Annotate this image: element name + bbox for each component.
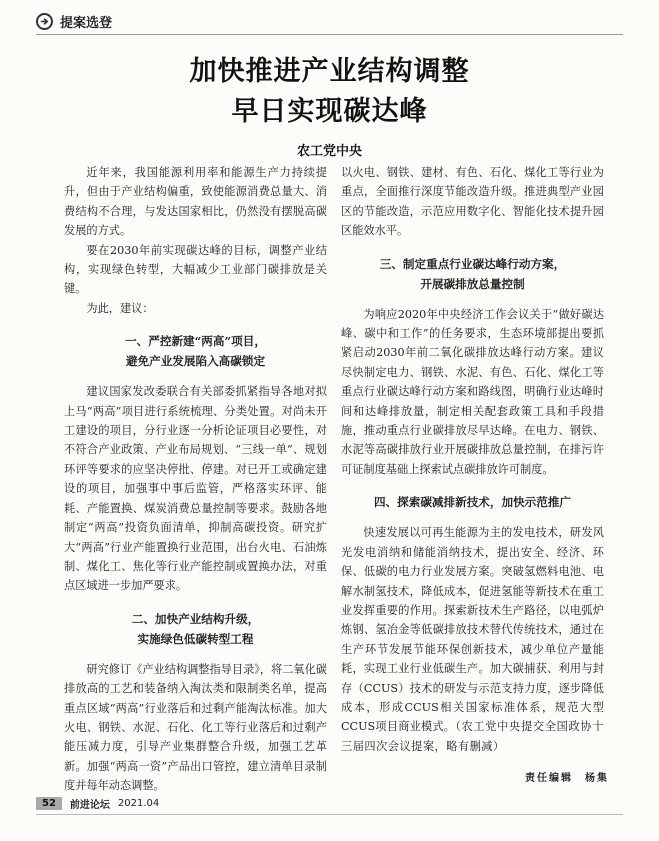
arrow-circle-icon [36,13,53,30]
page-number: 52 [36,797,62,810]
right-column [341,163,604,756]
editor-credit: 责任编辑 杨集 [525,773,609,784]
section-heading-3 [341,254,604,294]
paragraph: 近年来，我国能源利用率和能源生产力持续提升，但由于产业结构偏重，致使能源消费总量大、消费结构不合理，与发达国家相比，仍然没有摆脱高碳发展的方式。 [64,166,327,238]
issue-number: 2021.04 [117,798,160,809]
section-heading-4 [341,492,604,512]
section-heading-2 [64,609,327,649]
heading-line: 三、制定重点行业碳达峰行动方案， [379,256,566,271]
paragraph: 为响应2020年中央经济工作会议关于“做好碳达峰、碳中和工作”的任务要求，生态环境部提出要抓紧启动2030年前二氧化碳排放达峰行动方案。建议尽快制定电力、钢铁、水泥、有色、石化、煤化工等重点行业碳达峰行动方案和路线图，明确行业达峰时间和达峰排放量，制定相关配套政策工具和手段措施，推动重点行业碳排放尽早达峰。在电力、钢铁、水泥等高碳排放行业开展碳排放总量控制，在排污许可证制度基础上探索试点碳排放许可制度。 [341,307,604,476]
paragraph: 为此，建议： [86,301,154,315]
article-author: 农工党中央 [296,144,362,159]
article-title [0,52,659,132]
paragraph: 要在2030年前实现碳达峰的目标，调整产业结构，实现绿色转型，大幅减少工业部门碳排放是关键。 [64,243,327,296]
source-note: （农工党中央提交全国政协十三届四次会议提案，略有删减） [341,720,605,753]
paragraph: 研究修订《产业结构调整指导目录》，将二氧化碳排放高的工艺和装备纳入淘汰类和限制类名单，提高重点区域“两高”行业落后和过剩产能淘汰标准。加大火电、钢铁、水泥、石化、化工等行业落后和过剩产能压减力度，引导产业集群整合升级，加强工艺革新。加强“两高一资”产品出口管控，建立清单目录制度并每年动态调整。 [64,662,327,793]
heading-line: 二、加快产业结构升级， [131,611,260,626]
heading-line: 实施绿色低碳转型工程 [137,631,254,646]
page-footer [36,796,159,811]
footer-divider [36,814,623,815]
paragraph-body: 快速发展以可再生能源为主的发电技术，研发风光发电消纳和储能消纳技术，提出安全、经济、环保、低碳的电力行业发展方案。突破氢燃料电池、电解水制氢技术，降低成本，促进氢能等新技术在重工业发挥重要的作用。探索新技术生产路径，以电弧炉炼钢、氢冶金等低碳排放技术替代传统技术，通过在生产环节发展节能环保创新技术，减少单位产量能耗，实现工业行业低碳生产。加大碳捕获、利用与封存（CCUS）技术的研发与示范支持力度，逐步降低成本，形成CCUS相关国家标准体系，规范大型CCUS项目商业模式。 [341,526,604,734]
section-header [36,10,112,32]
paragraph [341,523,604,756]
section-label: 提案选登 [60,15,113,31]
heading-line: 避免产业发展陷入高碳锁定 [125,354,266,369]
magazine-name: 前进论坛 [69,800,110,811]
heading-line: 一、严控新建“两高”项目， [125,334,266,349]
paragraph: 建议国家发改委联合有关部委抓紧指导各地对拟上马“两高”项目进行系统梳理、分类处置。对尚未开工建设的项目，分行业逐一分析论证项目必要性，对不符合产业政策、产业布局规划、“三线一单”、规划环评等要求的应坚决停批、停建。对已开工或确定建设的项目，加强事中事后监管，严格落实环评、能耗、产能置换、煤炭消费总量控制等要求。鼓励各地制定“两高”投资负面清单，抑制高碳投资。研究扩大“两高”行业产能置换行业范围，出台火电、石油炼制、煤化工、焦化等行业产能控制或置换办法，对重点区域进一步加严要求。 [64,385,327,593]
title-line-1: 加快推进产业结构调整 [189,56,470,87]
title-line-2: 早日实现碳达峰 [231,96,428,127]
left-column [64,163,327,796]
header-divider [36,34,623,35]
heading-line: 四、探索碳减排新技术，加快示范推广 [373,495,572,510]
heading-line: 开展碳排放总量控制 [420,276,525,291]
paragraph: 以火电、钢铁、建材、有色、石化、煤化工等行业为重点，全面推行深度节能改造升级。推进典型产业园区的节能改造，示范应用数字化、智能化技术提升园区能效水平。 [341,166,604,238]
section-heading-1 [64,331,327,371]
